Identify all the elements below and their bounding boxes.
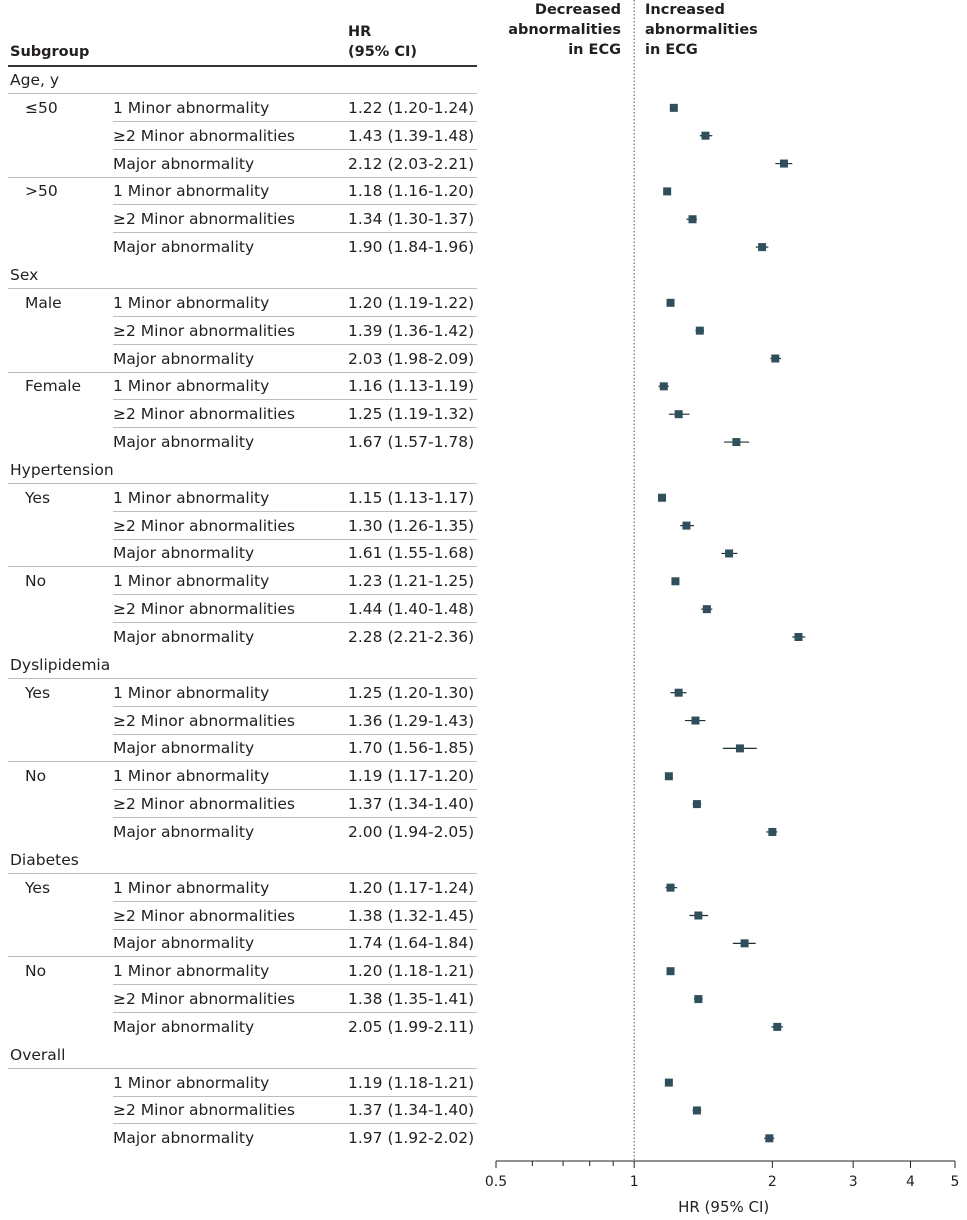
row-label: 1 Minor abnormality	[113, 878, 270, 897]
row-label: Major abnormality	[113, 822, 255, 841]
hr-ci-value: 1.38 (1.35-1.41)	[348, 990, 475, 1009]
subgroup-label: Yes	[25, 488, 51, 507]
subgroup-label: Yes	[25, 683, 51, 702]
row-label: Major abnormality	[113, 1017, 255, 1036]
hr-ci-value: 1.19 (1.17-1.20)	[348, 767, 475, 786]
hr-ci-value: 1.18 (1.16-1.20)	[348, 182, 475, 201]
hr-point	[667, 967, 675, 975]
row-label: ≥2 Minor abnormalities	[113, 795, 296, 814]
x-tick-label: 4	[906, 1174, 915, 1190]
hr-ci-value: 1.25 (1.20-1.30)	[348, 683, 475, 702]
hr-point	[794, 633, 802, 641]
hr-ci-value: 1.15 (1.13-1.17)	[348, 488, 475, 507]
hr-ci-value: 1.37 (1.34-1.40)	[348, 1101, 475, 1120]
hr-ci-value: 2.00 (1.94-2.05)	[348, 822, 475, 841]
row-label: Major abnormality	[113, 1129, 255, 1148]
hr-point	[780, 160, 788, 168]
hr-point	[758, 243, 766, 251]
decreased-label-line3: in ECG	[568, 42, 621, 58]
hr-point	[665, 1079, 673, 1087]
hr-header-line1: HR	[348, 24, 372, 40]
hr-ci-value: 1.61 (1.55-1.68)	[348, 544, 475, 563]
hr-point	[665, 772, 673, 780]
hr-ci-value: 1.19 (1.18-1.21)	[348, 1073, 475, 1092]
increased-label-line3: in ECG	[645, 42, 698, 58]
hr-point	[667, 299, 675, 307]
row-label: 1 Minor abnormality	[113, 962, 270, 981]
hr-point	[693, 800, 701, 808]
row-label: 1 Minor abnormality	[113, 182, 270, 201]
hr-point	[732, 438, 740, 446]
hr-point	[675, 689, 683, 697]
hr-ci-value: 2.03 (1.98-2.09)	[348, 349, 475, 368]
hr-point	[694, 912, 702, 920]
row-label: Major abnormality	[113, 238, 255, 257]
row-label: ≥2 Minor abnormalities	[113, 126, 296, 145]
hr-ci-value: 1.22 (1.20-1.24)	[348, 98, 475, 117]
decreased-label-line2: abnormalities	[508, 22, 621, 38]
subgroup-label: Female	[25, 377, 82, 396]
hr-ci-value: 1.36 (1.29-1.43)	[348, 711, 475, 730]
hr-ci-value: 1.34 (1.30-1.37)	[348, 210, 475, 229]
x-tick-label: 3	[848, 1174, 858, 1190]
hr-ci-value: 1.25 (1.19-1.32)	[348, 405, 475, 424]
hr-ci-value: 1.30 (1.26-1.35)	[348, 516, 475, 535]
row-label: Major abnormality	[113, 349, 255, 368]
hr-ci-value: 1.37 (1.34-1.40)	[348, 795, 475, 814]
hr-point	[773, 1023, 781, 1031]
group-label: Dyslipidemia	[10, 655, 111, 674]
hr-header-line2: (95% CI)	[348, 44, 418, 60]
group-label: Sex	[10, 265, 39, 284]
hr-point	[671, 577, 679, 585]
hr-point	[693, 1106, 701, 1114]
row-label: 1 Minor abnormality	[113, 1073, 270, 1092]
row-label: ≥2 Minor abnormalities	[113, 990, 296, 1009]
hr-ci-value: 1.20 (1.17-1.24)	[348, 878, 475, 897]
hr-ci-value: 1.70 (1.56-1.85)	[348, 739, 475, 758]
row-label: 1 Minor abnormality	[113, 572, 270, 591]
group-label: Age, y	[10, 71, 60, 89]
row-label: ≥2 Minor abnormalities	[113, 711, 296, 730]
decreased-label-line1: Decreased	[534, 2, 621, 18]
x-tick-label: 2	[767, 1174, 777, 1190]
row-label: 1 Minor abnormality	[113, 98, 270, 117]
row-label: ≥2 Minor abnormalities	[113, 516, 296, 535]
subgroup-header: Subgroup	[10, 44, 90, 60]
row-label: ≥2 Minor abnormalities	[113, 600, 296, 619]
hr-ci-value: 1.23 (1.21-1.25)	[348, 572, 475, 591]
row-label: 1 Minor abnormality	[113, 488, 270, 507]
hr-point	[682, 522, 690, 530]
row-label: 1 Minor abnormality	[113, 767, 270, 786]
hr-ci-value: 2.28 (2.21-2.36)	[348, 628, 475, 646]
hr-point	[660, 382, 668, 390]
subgroup-label: >50	[25, 182, 58, 201]
hr-point	[736, 744, 744, 752]
increased-label-line1: Increased	[645, 2, 725, 18]
hr-ci-value: 1.67 (1.57-1.78)	[348, 433, 475, 452]
row-label: Major abnormality	[113, 739, 255, 758]
hr-point	[675, 410, 683, 418]
group-label: Hypertension	[10, 460, 114, 479]
row-label: Major abnormality	[113, 934, 255, 953]
group-label: Overall	[10, 1045, 66, 1064]
hr-ci-value: 1.74 (1.64-1.84)	[348, 934, 475, 953]
hr-point	[689, 215, 697, 223]
hr-point	[667, 884, 675, 892]
hr-point	[694, 995, 702, 1003]
subgroup-label: No	[25, 962, 47, 981]
hr-ci-value: 1.90 (1.84-1.96)	[348, 238, 475, 257]
row-label: 1 Minor abnormality	[113, 377, 270, 396]
x-axis-label: HR (95% CI)	[678, 1198, 770, 1216]
hr-point	[725, 549, 733, 557]
hr-ci-value: 1.39 (1.36-1.42)	[348, 321, 475, 340]
row-label: ≥2 Minor abnormalities	[113, 210, 296, 229]
hr-ci-value: 2.12 (2.03-2.21)	[348, 154, 475, 173]
row-label: 1 Minor abnormality	[113, 293, 270, 312]
row-label: Major abnormality	[113, 544, 255, 563]
hr-point	[663, 187, 671, 195]
subgroup-label: Yes	[25, 878, 51, 897]
row-label: Major abnormality	[113, 628, 255, 646]
hr-point	[768, 828, 776, 836]
hr-point	[701, 132, 709, 140]
hr-point	[771, 355, 779, 363]
hr-point	[703, 605, 711, 613]
hr-point	[765, 1134, 773, 1142]
hr-ci-value: 1.20 (1.19-1.22)	[348, 293, 475, 312]
row-label: ≥2 Minor abnormalities	[113, 405, 296, 424]
row-label: Major abnormality	[113, 154, 255, 173]
subgroup-label: ≤50	[25, 98, 58, 117]
hr-point	[670, 104, 678, 112]
hr-point	[741, 939, 749, 947]
x-tick-label: 0.5	[484, 1174, 508, 1190]
hr-ci-value: 1.97 (1.92-2.02)	[348, 1129, 475, 1148]
subgroup-label: No	[25, 572, 47, 591]
x-tick-label: 5	[950, 1174, 960, 1190]
hr-point	[696, 327, 704, 335]
hr-point	[691, 717, 699, 725]
x-tick-label: 1	[629, 1174, 639, 1190]
hr-ci-value: 2.05 (1.99-2.11)	[348, 1017, 475, 1036]
hr-ci-value: 1.43 (1.39-1.48)	[348, 126, 475, 145]
subgroup-label: No	[25, 767, 47, 786]
hr-ci-value: 1.16 (1.13-1.19)	[348, 377, 475, 396]
subgroup-label: Male	[25, 293, 62, 312]
group-label: Diabetes	[10, 850, 79, 869]
hr-ci-value: 1.44 (1.40-1.48)	[348, 600, 475, 619]
hr-ci-value: 1.20 (1.18-1.21)	[348, 962, 475, 981]
hr-point	[658, 494, 666, 502]
increased-label-line2: abnormalities	[645, 22, 758, 38]
row-label: 1 Minor abnormality	[113, 683, 270, 702]
row-label: Major abnormality	[113, 433, 255, 452]
hr-ci-value: 1.38 (1.32-1.45)	[348, 906, 475, 925]
row-label: ≥2 Minor abnormalities	[113, 321, 296, 340]
row-label: ≥2 Minor abnormalities	[113, 1101, 296, 1120]
row-label: ≥2 Minor abnormalities	[113, 906, 296, 925]
